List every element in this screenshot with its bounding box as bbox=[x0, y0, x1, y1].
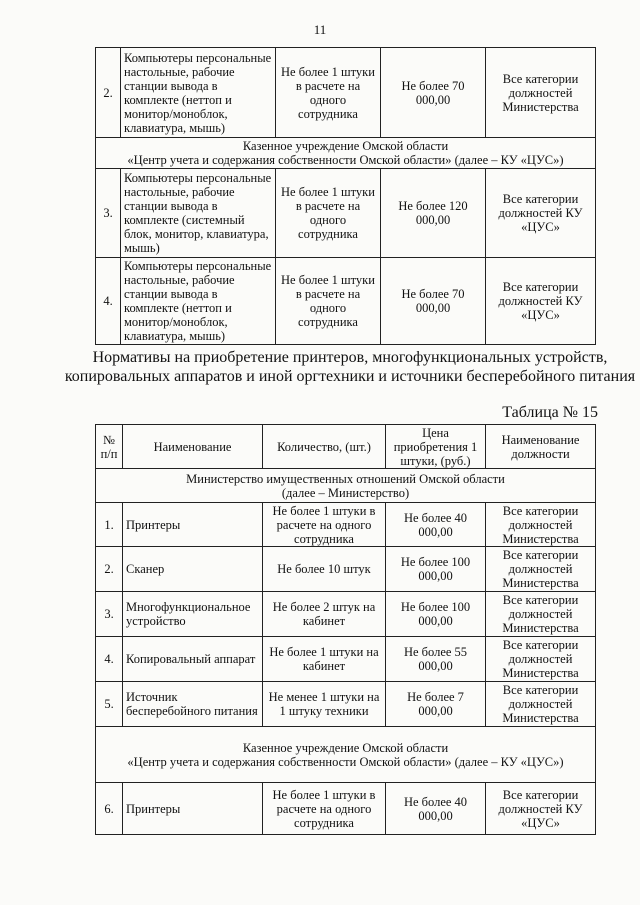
item-position: Все категории должностей КУ «ЦУС» bbox=[486, 783, 596, 835]
organization-row bbox=[96, 138, 596, 169]
item-name: Принтеры bbox=[123, 503, 263, 547]
row-number: 4. bbox=[96, 258, 121, 345]
item-quantity: Не более 2 штук на кабинет bbox=[263, 592, 386, 637]
item-quantity: Не более 10 штук bbox=[263, 547, 386, 592]
table-row bbox=[96, 48, 596, 138]
organization-line: Казенное учреждение Омской области bbox=[242, 740, 449, 755]
computers-table bbox=[95, 47, 596, 345]
row-number: 1. bbox=[96, 503, 123, 547]
item-quantity: Не более 1 штуки в расчете на одного сотрудника bbox=[276, 169, 381, 258]
header-price: Цена приобретения 1 штуки, (руб.) bbox=[386, 425, 486, 469]
item-price: Не более 100 000,00 bbox=[386, 547, 486, 592]
item-name: Принтеры bbox=[123, 783, 263, 835]
organization-name bbox=[96, 727, 596, 783]
table-row bbox=[96, 169, 596, 258]
item-name: Копировальный аппарат bbox=[123, 637, 263, 682]
item-position: Все категории должностей Министерства bbox=[486, 592, 596, 637]
item-position: Все категории должностей Министерства bbox=[486, 48, 596, 138]
row-number: 3. bbox=[96, 592, 123, 637]
table-row bbox=[96, 637, 596, 682]
page-number: 11 bbox=[313, 22, 327, 37]
row-number: 2. bbox=[96, 547, 123, 592]
item-quantity: Не более 1 штуки в расчете на одного сотрудника bbox=[263, 503, 386, 547]
table-row bbox=[96, 258, 596, 345]
item-position: Все категории должностей КУ «ЦУС» bbox=[486, 169, 596, 258]
item-quantity: Не более 1 штуки на кабинет bbox=[263, 637, 386, 682]
header-quantity: Количество, (шт.) bbox=[263, 425, 386, 469]
row-number: 5. bbox=[96, 682, 123, 727]
row-number: 4. bbox=[96, 637, 123, 682]
table-label: Таблица № 15 bbox=[502, 404, 598, 421]
item-price: Не более 70 000,00 bbox=[381, 48, 486, 138]
row-number: 6. bbox=[96, 783, 123, 835]
table-row bbox=[96, 682, 596, 727]
item-name: Компьютеры персональные настольные, рабочие станции вывода в комплекте (неттоп и монитор/моноблок, клавиатура, мышь) bbox=[121, 258, 276, 345]
organization-row bbox=[96, 469, 596, 503]
item-quantity: Не более 1 штуки в расчете на одного сотрудника bbox=[263, 783, 386, 835]
item-price: Не более 100 000,00 bbox=[386, 592, 486, 637]
item-name: Компьютеры персональные настольные, рабочие станции вывода в комплекте (системный блок, монитор, клавиатура, мышь) bbox=[121, 169, 276, 258]
row-number: 2. bbox=[96, 48, 121, 138]
organization-line: (далее – Министерство) bbox=[281, 485, 410, 500]
organization-line: «Центр учета и содержания собственности Омской области» (далее – КУ «ЦУС») bbox=[127, 153, 564, 167]
item-quantity: Не более 1 штуки в расчете на одного сотрудника bbox=[276, 258, 381, 345]
item-name: Источник бесперебойного питания bbox=[123, 682, 263, 727]
item-quantity: Не более 1 штуки в расчете на одного сотрудника bbox=[276, 48, 381, 138]
organization-line: «Центр учета и содержания собственности Омской области» (далее – КУ «ЦУС») bbox=[127, 754, 564, 769]
item-price: Не более 55 000,00 bbox=[386, 637, 486, 682]
item-price: Не более 7 000,00 bbox=[386, 682, 486, 727]
item-price: Не более 40 000,00 bbox=[386, 783, 486, 835]
organization-row bbox=[96, 727, 596, 783]
table-row bbox=[96, 592, 596, 637]
item-position: Все категории должностей Министерства bbox=[486, 503, 596, 547]
table-header-row bbox=[96, 425, 596, 469]
table-row bbox=[96, 783, 596, 835]
office-equipment-table bbox=[95, 424, 596, 835]
item-position: Все категории должностей КУ «ЦУС» bbox=[486, 258, 596, 345]
item-name: Компьютеры персональные настольные, рабочие станции вывода в комплекте (неттоп и монитор/моноблок, клавиатура, мышь) bbox=[121, 48, 276, 138]
organization-line: Казенное учреждение Омской области bbox=[242, 139, 449, 153]
organization-name bbox=[96, 138, 596, 169]
item-price: Не более 40 000,00 bbox=[386, 503, 486, 547]
header-number: № п/п bbox=[96, 425, 123, 469]
table-row bbox=[96, 503, 596, 547]
item-position: Все категории должностей Министерства bbox=[486, 637, 596, 682]
item-price: Не более 70 000,00 bbox=[381, 258, 486, 345]
item-position: Все категории должностей Министерства bbox=[486, 682, 596, 727]
item-quantity: Не менее 1 штуки на 1 штуку техники bbox=[263, 682, 386, 727]
organization-name bbox=[96, 469, 596, 503]
item-name: Многофункциональное устройство bbox=[123, 592, 263, 637]
organization-line: Министерство имущественных отношений Омской области bbox=[186, 471, 505, 486]
item-name: Сканер bbox=[123, 547, 263, 592]
header-name: Наименование bbox=[123, 425, 263, 469]
header-position: Наименование должности bbox=[486, 425, 596, 469]
table-row bbox=[96, 547, 596, 592]
item-position: Все категории должностей Министерства bbox=[486, 547, 596, 592]
row-number: 3. bbox=[96, 169, 121, 258]
section-heading: Нормативы на приобретение принтеров, многофункциональных устройств, копировальных аппаратов и иной оргтехники и источники бесперебойного питания bbox=[64, 349, 636, 385]
item-price: Не более 120 000,00 bbox=[381, 169, 486, 258]
